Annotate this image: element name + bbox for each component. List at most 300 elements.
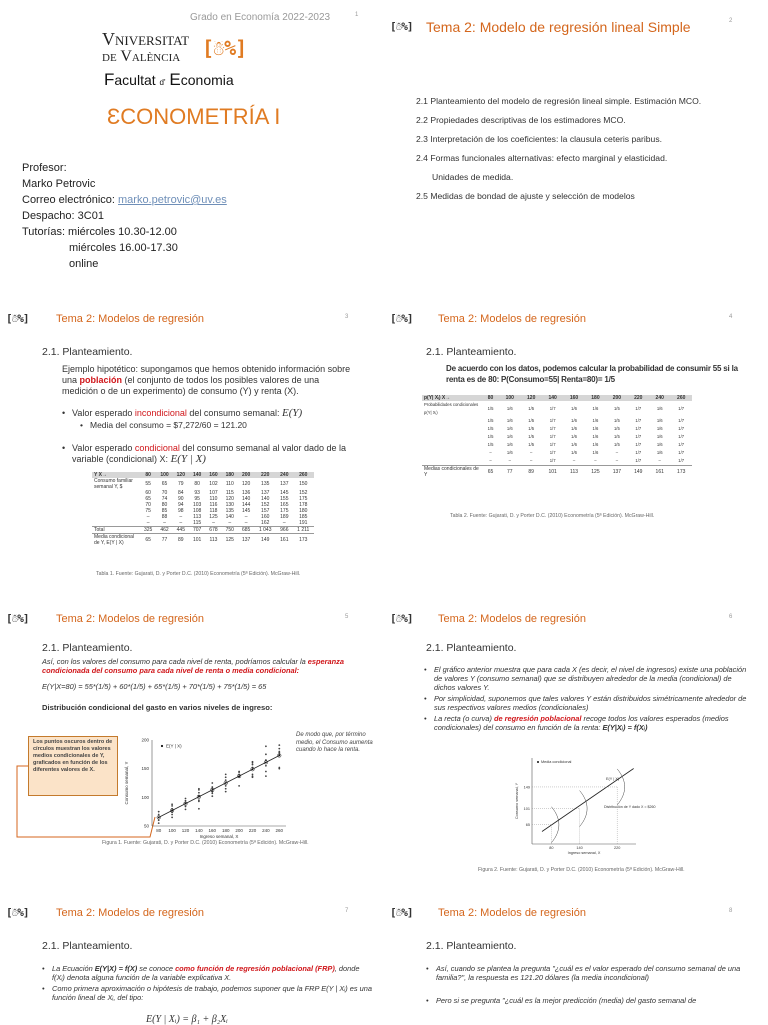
- table-cell: 162: [261, 520, 270, 526]
- y-axis-label: Consumo semanal, Y: [124, 761, 129, 805]
- topic-item-5: 2.5 Medidas de bondad de ajuste y selección de modelos: [416, 191, 635, 201]
- table-cell: 84: [178, 490, 184, 496]
- logo-icon: [☃%]: [390, 20, 413, 33]
- table-cell: –: [146, 514, 150, 520]
- page-number: 2: [729, 18, 733, 24]
- table-cell: 145: [280, 490, 289, 496]
- table-cell: 165: [280, 502, 289, 508]
- table-cell: 74: [161, 496, 168, 502]
- data-point: [198, 792, 200, 794]
- line-label: E(Y | X): [606, 777, 620, 781]
- topic-item-4b: Unidades de medida.: [432, 172, 514, 182]
- bullet-1: • Así, cuando se plantea la pregunta "¿cuál es el valor esperado del consumo semanal de una familia?", la respuesta es 121.20 dólares (la media incondicional): [426, 964, 756, 982]
- logo-icon: [☃%]: [390, 906, 413, 919]
- page-number: 8: [729, 908, 733, 914]
- tutorials-3: online: [69, 258, 99, 270]
- logo-icon: [☃%]: [390, 312, 413, 325]
- data-point: [265, 753, 267, 755]
- table-x-header: 200: [238, 472, 254, 478]
- table-cell: 65: [161, 481, 168, 487]
- sub-bullet: • Media del consumo = $7,272/60 = 121.20: [80, 420, 350, 431]
- table-row: [422, 441, 692, 449]
- table-cell: 1/6: [571, 418, 577, 423]
- table-cell: 185: [299, 514, 308, 520]
- table-cell: 1/5: [528, 406, 535, 411]
- table-row-label-empty: [422, 457, 482, 466]
- table-total: 707: [189, 527, 205, 534]
- table-cell: 70: [145, 502, 151, 508]
- x-tick-label: 200: [235, 828, 243, 833]
- table-corner: Y X→: [92, 472, 140, 478]
- faculty-name: [104, 70, 234, 90]
- table-mean: 161: [276, 534, 292, 547]
- intro-text: [62, 364, 352, 397]
- x-tick-label: 260: [275, 828, 284, 833]
- table-cell: 107: [209, 490, 218, 496]
- table-cell: 1/7: [549, 426, 556, 431]
- table-cell: 85: [161, 508, 168, 514]
- intro-red: población: [79, 375, 123, 385]
- table-cell: 152: [299, 490, 308, 496]
- university-logo-icon: [☃%]: [202, 36, 247, 60]
- table-cell: 1/7: [635, 418, 642, 423]
- table-cell: 108: [192, 508, 202, 514]
- page-number: 6: [729, 614, 733, 620]
- table-cell: 70: [161, 490, 168, 496]
- bullet-2: • Valor esperado condicional del consumo semanal al valor dado de la variable (condicional) X: E(Y | X): [62, 443, 352, 465]
- data-point: [211, 795, 213, 797]
- table-cell: 1/7: [678, 458, 685, 463]
- table-cell: 130: [225, 502, 234, 508]
- table-cell: 1/7: [549, 442, 556, 447]
- tutorials-1: Tutorías: miércoles 10.30-12.00: [22, 226, 177, 238]
- data-point: [225, 791, 227, 793]
- table-row: [422, 449, 692, 457]
- distribution-curve: [580, 791, 588, 827]
- x-tick-label: 220: [614, 846, 621, 850]
- email-row: [22, 192, 227, 208]
- table-total: 750: [222, 527, 238, 534]
- data-point: [278, 751, 280, 753]
- table-x-header: 80: [482, 395, 499, 401]
- table-x-header: 260: [292, 472, 314, 478]
- data-point: [265, 765, 267, 767]
- table-cell: 175: [280, 508, 289, 514]
- professor-label: Profesor:: [22, 162, 67, 174]
- table-cell: –: [244, 514, 248, 520]
- text-a: Así, con los valores del consumo para cada nivel de renta, podríamos calcular la: [42, 657, 308, 666]
- bullets-2: [62, 443, 352, 467]
- table-x-header: 240: [276, 472, 292, 478]
- table-cell: –: [179, 520, 183, 526]
- table-cell: –: [615, 450, 619, 455]
- table-total: 325: [140, 527, 156, 534]
- table-cell: 1/5: [528, 426, 535, 431]
- table-cell: 178: [299, 502, 308, 508]
- table-cell: 115: [193, 520, 202, 526]
- slide-1: [0, 0, 384, 300]
- table-cell: 1/6: [592, 434, 599, 439]
- table-cell: 93: [194, 490, 200, 496]
- slide-title: Tema 2: Modelos de regresión: [438, 313, 586, 325]
- table-cell: 191: [299, 520, 308, 526]
- table-cell: 120: [241, 481, 251, 487]
- table-row-label-empty: [422, 441, 482, 449]
- table-cell: 189: [280, 514, 289, 520]
- table-cell: –: [530, 458, 533, 463]
- subheading: 2.1. Planteamiento.: [42, 642, 133, 654]
- data-point: [171, 805, 173, 807]
- data-point: [158, 822, 160, 824]
- table-mean: 65: [140, 534, 156, 547]
- page-number: 4: [729, 314, 733, 320]
- table-x-header: 140: [542, 395, 563, 401]
- table-mean: 137: [238, 534, 254, 547]
- table-caption: Tabla 1. Fuente: Gujarati, D. y Porter D.C. (2010) Econometría (5ª Edición). McGraw-Hill.: [96, 571, 301, 577]
- table-cell: 116: [209, 502, 218, 508]
- data-point: [225, 776, 227, 778]
- table-x-header: 120: [520, 395, 541, 401]
- table-mean: 125: [585, 466, 606, 479]
- y-tick-label: 100: [141, 794, 149, 800]
- slide-title: Tema 2: Modelos de regresión: [438, 613, 586, 625]
- table-cell: 1/7: [635, 442, 642, 447]
- slide-6: [384, 600, 768, 900]
- table-mean: 137: [606, 466, 627, 479]
- legend-label: Media condicional: [541, 760, 572, 765]
- slide-5: [0, 600, 384, 900]
- data-point: [225, 785, 227, 787]
- slide-title: Tema 2: Modelos de regresión: [56, 907, 204, 919]
- x-tick-label: 240: [262, 828, 270, 833]
- data-point: [238, 785, 240, 787]
- data-point: [158, 814, 160, 816]
- table-cell: 1/7: [678, 418, 685, 423]
- table-cell: 1/5: [613, 434, 620, 439]
- x-tick-label: 140: [576, 846, 583, 850]
- data-point: [198, 808, 200, 810]
- table-cell: 145: [241, 508, 251, 514]
- table-x-header: 100: [156, 472, 172, 478]
- table-cell: 1/6: [592, 450, 599, 455]
- table-total: 1 211: [292, 527, 314, 534]
- university-line2: de València: [102, 48, 181, 65]
- table-cell: –: [163, 520, 166, 526]
- table-cell: 140: [225, 514, 234, 520]
- mean-line: [159, 755, 280, 817]
- table-x-header: 160: [205, 472, 221, 478]
- data-point: [171, 814, 173, 816]
- legend-label: E(Y | X): [166, 743, 182, 749]
- table-cell: 88: [161, 514, 168, 520]
- distribution-title: Distribución condicional del gasto en varios niveles de ingreso:: [42, 703, 273, 712]
- x-tick-label: 180: [221, 828, 230, 833]
- table-cell: 1/5: [487, 442, 494, 447]
- conditional-text: [42, 657, 372, 675]
- table-cell: 1/7: [635, 426, 642, 431]
- page-number: 5: [345, 614, 349, 620]
- topic-list: [416, 92, 701, 206]
- distribution-curve: [617, 769, 625, 805]
- table-cell: 1/5: [613, 426, 620, 431]
- table-cell: 1/6: [571, 406, 577, 411]
- table-mean: 89: [173, 534, 189, 547]
- table-cell: –: [179, 514, 183, 520]
- table-row: [422, 401, 692, 417]
- y-tick-label: 65: [525, 823, 530, 828]
- probability-text: De acuerdo con los datos, podemos calcular la probabilidad de consumir 55 si la renta es de 80: P(Consumo=55| Renta=80)= 1/5: [446, 364, 738, 384]
- slide-2: [384, 0, 768, 300]
- data-point: [158, 811, 160, 813]
- formula: E(Y | Xᵢ) = β₁ + β₂Xᵢ: [146, 1014, 228, 1025]
- table-cell: 115: [225, 490, 234, 496]
- callout-text: Los puntos oscuros dentro de círculos muestran los valores medios condicionales de Y, graficados en función de los diferentes valores de X.: [33, 739, 113, 773]
- table-cell: 1/7: [678, 426, 685, 431]
- table-row-label-empty: [422, 425, 482, 433]
- table-cell: 180: [299, 508, 308, 514]
- data-point: [171, 803, 173, 805]
- professor-info: [22, 160, 227, 272]
- table-total-row: [92, 527, 314, 534]
- data-point: [185, 806, 187, 808]
- table-cell: 75: [145, 508, 151, 514]
- faculty-rest: conomia: [180, 72, 234, 88]
- table-mean: 101: [189, 534, 205, 547]
- table-cell: 60: [145, 490, 151, 496]
- annotation: Distribución de Y dado X = $260: [604, 805, 656, 809]
- data-point: [158, 819, 160, 821]
- table-cell: 1/7: [678, 450, 685, 455]
- bullet-1: • La Ecuación E(Y|X) = f(X) se conoce como función de regresión poblacional (FRP), donde f(Xᵢ) denota alguna función de la variable explicativa X.: [42, 964, 372, 982]
- mean-point: [238, 775, 240, 777]
- table-cell: 118: [209, 508, 218, 514]
- table-cell: 1/6: [571, 434, 577, 439]
- bullet-1: • Valor esperado incondicional del consumo semanal: E(Y): [62, 408, 352, 419]
- table-total: 685: [238, 527, 254, 534]
- x-tick-label: 80: [549, 846, 554, 850]
- tutorials-2: miércoles 16.00-17.30: [69, 242, 178, 254]
- table-row-label-empty: [422, 433, 482, 441]
- table-cell: 1/5: [613, 442, 620, 447]
- table-cell: 144: [241, 502, 251, 508]
- table-cell: 1/6: [656, 426, 663, 431]
- subheading: 2.1. Planteamiento.: [426, 346, 517, 358]
- table-cell: 1/6: [506, 442, 513, 447]
- university-name: [102, 31, 189, 65]
- table-row: [422, 425, 692, 433]
- figure-caption: Figura 1. Fuente: Gujarati, D. y Porter D.C. (2010) Econometría (5ª Edición). McGraw-Hill.: [102, 840, 309, 846]
- bullet-1: • El gráfico anterior muestra que para cada X (es decir, el nivel de ingresos) existe una población de valores Y (consumo semanal) que se distribuyen alrededor de la media (condicional) de dichos valores Y.: [424, 665, 754, 692]
- table-cell: 1/5: [528, 434, 535, 439]
- figure-caption: Figura 2. Fuente: Gujarati, D. y Porter D.C. (2010) Econometría (5ª Edición). McGraw-Hill.: [478, 867, 685, 873]
- table-cell: 1/6: [656, 450, 663, 455]
- bullets: [42, 964, 372, 1004]
- data-point: [252, 774, 254, 776]
- faculty-prefix: F: [104, 70, 115, 89]
- professor-name: Marko Petrovic: [22, 178, 96, 190]
- y-tick-label: 149: [523, 785, 530, 790]
- table-cell: –: [244, 520, 248, 526]
- table-mean: 149: [254, 534, 276, 547]
- table-cell: 1/7: [549, 434, 556, 439]
- table-cell: –: [282, 520, 286, 526]
- table-cell: 113: [193, 514, 202, 520]
- table-x-header: 220: [628, 395, 649, 401]
- data-point: [211, 792, 213, 794]
- table-cell: 1/6: [592, 418, 599, 423]
- slide-title: Tema 2: Modelos de regresión: [56, 313, 204, 325]
- table-cell: 1/5: [487, 434, 494, 439]
- faculty-e: E: [169, 70, 181, 89]
- table-cell: 1/6: [571, 450, 577, 455]
- mean-point: [185, 803, 187, 805]
- table-row-label: Probabilidades condicionales p(Y| Xᵢ): [424, 402, 479, 415]
- formula: E(Y|X=80) = 55*(1/5) + 60*(1/5) + 65*(1/5) + 70*(1/5) + 75*(1/5) = 65: [42, 682, 267, 691]
- data-point: [211, 782, 213, 784]
- subheading: 2.1. Planteamiento.: [42, 346, 133, 358]
- table-x-header: 180: [222, 472, 238, 478]
- table-cell: 135: [225, 508, 234, 514]
- table-cell: 1/7: [635, 406, 642, 411]
- faculty-text: acultat: [114, 72, 156, 88]
- table-cell: 137: [261, 490, 270, 496]
- data-point: [238, 771, 240, 773]
- table-cell: 1/6: [506, 406, 513, 411]
- data-point: [252, 764, 254, 766]
- office: Despacho: 3C01: [22, 210, 104, 222]
- data-point: [198, 799, 200, 801]
- y-tick-label: 200: [141, 737, 149, 743]
- bullet-3: • La recta (o curva) de regresión poblacional recoge todos los valores esperados (medios condicionales) del consumo en función de la renta: E(Y|Xᵢ) = f(Xᵢ): [424, 714, 754, 732]
- table-cell: 1/5: [613, 418, 620, 423]
- callout-box: [28, 736, 118, 796]
- slide-7: [0, 900, 384, 1024]
- table-cell: 98: [178, 508, 184, 514]
- table-mean: 113: [205, 534, 221, 547]
- table-x-header: 220: [254, 472, 276, 478]
- legend-marker: [161, 745, 163, 747]
- table-cell: –: [530, 450, 533, 455]
- bullet-2: • Por simplicidad, suponemos que tales valores Y están distribuidos simétricamente alrededor de sus respectivos valores medios (condicionales): [424, 694, 754, 712]
- intro-b: (el conjunto de todos los posibles valores de una medición o de un experimento) de consumo (Y) y renta (X).: [62, 375, 320, 396]
- text-red: esperanza condicionada del consumo para cada nivel de renta o media condicional:: [42, 657, 344, 675]
- table-mean-label: Media condicional de Y, E(Y | X): [92, 534, 140, 547]
- mean-point: [252, 768, 254, 770]
- table-cell: 135: [261, 481, 270, 487]
- table-cell: 90: [178, 496, 184, 502]
- x-tick-label: 100: [168, 828, 176, 833]
- data-point: [278, 767, 280, 769]
- logo-icon: [☃%]: [6, 312, 29, 325]
- table-mean: 173: [292, 534, 314, 547]
- table-cell: 103: [192, 502, 202, 508]
- table-cell: 1/5: [487, 426, 494, 431]
- table-total: 966: [276, 527, 292, 534]
- logo-icon: [☃%]: [6, 906, 29, 919]
- data-point: [278, 744, 280, 746]
- table-cell: 1/6: [506, 434, 513, 439]
- table-cell: 1/5: [528, 442, 535, 447]
- mean-point: [225, 782, 227, 784]
- x-axis-label: Ingreso semanal, X: [199, 834, 239, 839]
- table-x-header: 200: [606, 395, 627, 401]
- mean-point: [211, 789, 213, 791]
- table-cell: 1/6: [571, 442, 577, 447]
- bullet-2: • Pero si se pregunta "¿cuál es la mejor predicción (media) del gasto semanal de: [426, 996, 756, 1005]
- data-point: [225, 779, 227, 781]
- table-x-header: 260: [670, 395, 692, 401]
- topic-item-4: 2.4 Formas funcionales alternativas: efecto marginal y elasticidad.: [416, 153, 668, 163]
- topic-item-1: 2.1 Planteamiento del modelo de regresión lineal simple. Estimación MCO.: [416, 96, 702, 106]
- table-cell: 1/6: [592, 406, 599, 411]
- table-total: 445: [173, 527, 189, 534]
- page-number: 3: [345, 314, 349, 320]
- email-link[interactable]: marko.petrovic@uv.es: [118, 194, 227, 206]
- table-cell: 1/6: [656, 418, 663, 423]
- x-tick-label: 220: [248, 828, 257, 833]
- table-row: [422, 417, 692, 425]
- data-point: [211, 786, 213, 788]
- page-number: 7: [345, 908, 349, 914]
- table-mean: 77: [156, 534, 172, 547]
- x-tick-label: 160: [208, 828, 217, 833]
- data-point: [278, 748, 280, 750]
- table-cell: 1/6: [656, 434, 663, 439]
- regression-line-chart: [510, 752, 656, 864]
- data-point: [185, 798, 187, 800]
- table-cell: –: [489, 450, 492, 455]
- slide-8: [384, 900, 768, 1024]
- table-mean: 161: [649, 466, 670, 479]
- slide-3: [0, 300, 384, 600]
- slide-title: Tema 2: Modelo de regresión lineal Simple: [426, 19, 691, 35]
- table-cell: 1/6: [656, 406, 663, 411]
- table-cell: 55: [145, 481, 151, 487]
- mean-point: [278, 755, 280, 757]
- topic-item-3: 2.3 Interpretación de los coeficientes: la clausula ceteris paribus.: [416, 134, 663, 144]
- table-cell: 140: [241, 496, 251, 502]
- logo-icon: [☃%]: [390, 612, 413, 625]
- table-mean-label: Medias condicionales de Y: [422, 466, 482, 479]
- course-header: Grado en Economía 2022-2023: [190, 12, 331, 23]
- table-total: 462: [156, 527, 172, 534]
- table-cell: 1/5: [613, 406, 620, 411]
- table-cell: –: [212, 520, 215, 526]
- table-cell: 1/6: [506, 418, 513, 423]
- table-cell: 1/5: [487, 406, 494, 411]
- table-x-header: 160: [563, 395, 584, 401]
- x-tick-label: 80: [156, 828, 162, 833]
- table-cell: 157: [261, 508, 270, 514]
- table-cell: 1/5: [487, 418, 494, 423]
- table-total-label: Total: [92, 527, 140, 534]
- logo-icon: [☃%]: [6, 612, 29, 625]
- regression-line: [542, 769, 634, 832]
- table-cell: –: [615, 458, 619, 463]
- table-cell: 102: [209, 481, 218, 487]
- table-cell: –: [508, 458, 511, 463]
- conditional-distribution-chart: [120, 734, 290, 846]
- table-mean: 113: [563, 466, 584, 479]
- x-tick-label: 140: [195, 828, 203, 833]
- x-tick-label: 120: [181, 828, 190, 833]
- mean-point: [265, 761, 267, 763]
- table-row: [92, 478, 314, 490]
- table-cell: 1/6: [506, 450, 513, 455]
- table-cell: 1/6: [506, 426, 513, 431]
- table-total: 1 043: [254, 527, 276, 534]
- mean-point: [198, 796, 200, 798]
